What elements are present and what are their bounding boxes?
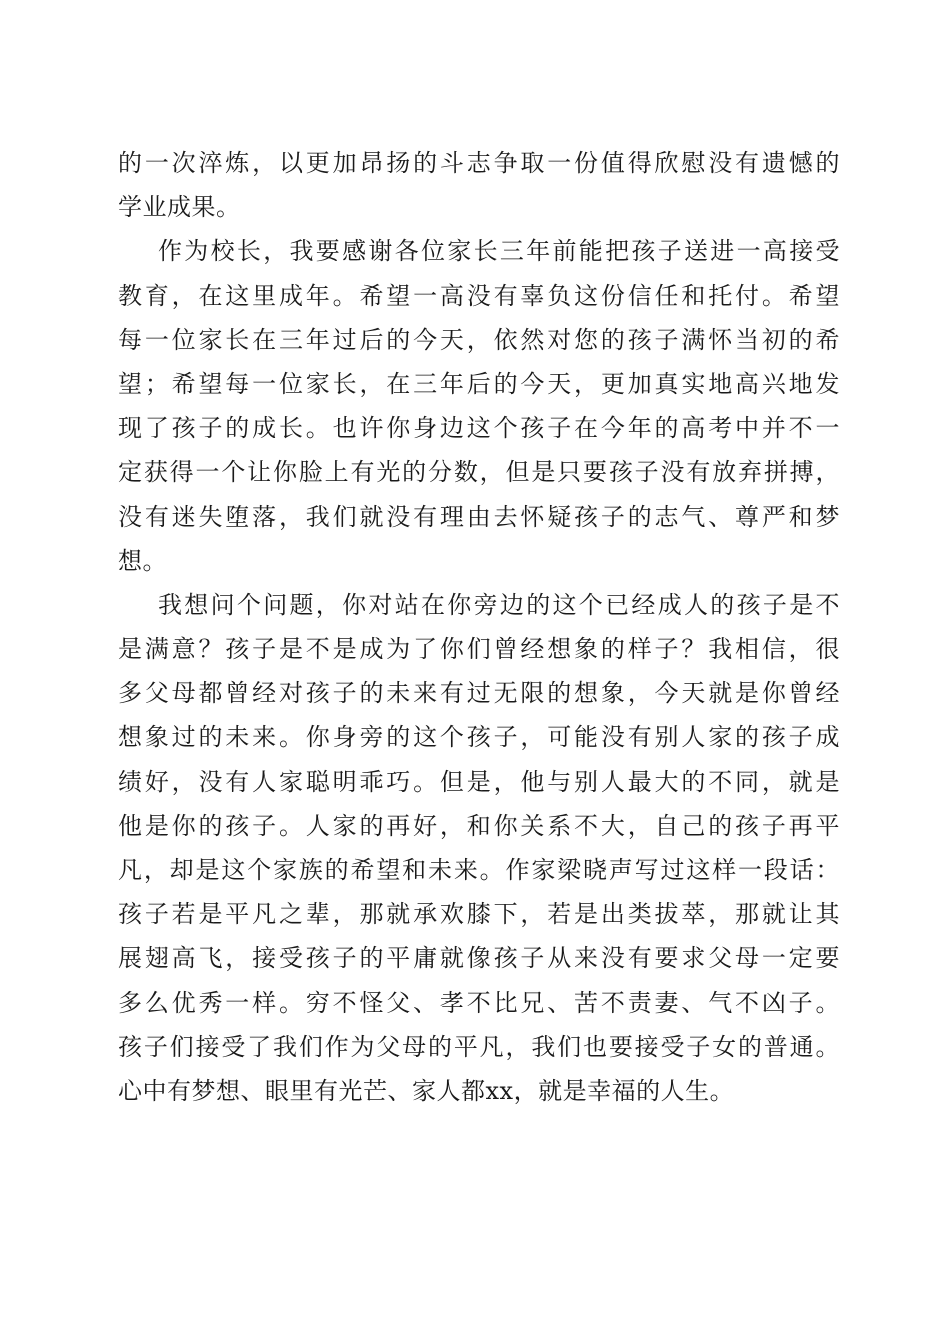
text-line: 现了孩子的成长。也许你身边这个孩子在今年的高考中并不一 bbox=[118, 414, 840, 443]
text-line: 多么优秀一样。穷不怪父、孝不比兄、苦不责妻、气不凶子。 bbox=[118, 988, 840, 1017]
text-line: 孩子若是平凡之辈，那就承欢膝下，若是出类拔萃，那就让其 bbox=[118, 900, 840, 929]
document-body bbox=[118, 141, 840, 1113]
text-line: 的一次淬炼，以更加昂扬的斗志争取一份值得欣慰没有遗憾的 bbox=[118, 149, 840, 177]
text-line: 是满意？孩子是不是成为了你们曾经想象的样子？我相信，很 bbox=[118, 635, 840, 664]
paragraph-2 bbox=[118, 229, 840, 583]
text-line: 每一位家长在三年过后的今天，依然对您的孩子满怀当初的希 bbox=[118, 325, 840, 354]
paragraph-3 bbox=[118, 583, 840, 1113]
text-line: 作为校长，我要感谢各位家长三年前能把孩子送进一高接受 bbox=[158, 237, 840, 266]
text-line: 我想问个问题，你对站在你旁边的这个已经成人的孩子是不 bbox=[158, 590, 840, 619]
text-line: 想象过的未来。你身旁的这个孩子，可能没有别人家的孩子成 bbox=[118, 723, 840, 752]
text-line: 多父母都曾经对孩子的未来有过无限的想象，今天就是你曾经 bbox=[118, 679, 840, 708]
text-line: 绩好，没有人家聪明乖巧。但是，他与别人最大的不同，就是 bbox=[118, 767, 840, 796]
text-line: 展翅高飞，接受孩子的平庸就像孩子从来没有要求父母一定要 bbox=[118, 944, 840, 973]
text-line: 教育，在这里成年。希望一高没有辜负这份信任和托付。希望 bbox=[118, 281, 840, 310]
paragraph-1 bbox=[118, 141, 840, 229]
text-line: 心中有梦想、眼里有光芒、家人都xx，就是幸福的人生。 bbox=[118, 1076, 735, 1105]
text-line: 望；希望每一位家长，在三年后的今天，更加真实地高兴地发 bbox=[118, 369, 840, 398]
text-line: 凡，却是这个家族的希望和未来。作家梁晓声写过这样一段话： bbox=[118, 856, 840, 884]
text-line: 学业成果。 bbox=[118, 193, 241, 222]
text-line: 他是你的孩子。人家的再好，和你关系不大，自己的孩子再平 bbox=[118, 811, 840, 840]
text-line: 定获得一个让你脸上有光的分数，但是只要孩子没有放弃拼搏， bbox=[118, 458, 840, 487]
text-line: 孩子们接受了我们作为父母的平凡，我们也要接受子女的普通。 bbox=[118, 1032, 840, 1061]
text-line: 想。 bbox=[118, 546, 167, 575]
text-line: 没有迷失堕落，我们就没有理由去怀疑孩子的志气、尊严和梦 bbox=[118, 502, 840, 531]
